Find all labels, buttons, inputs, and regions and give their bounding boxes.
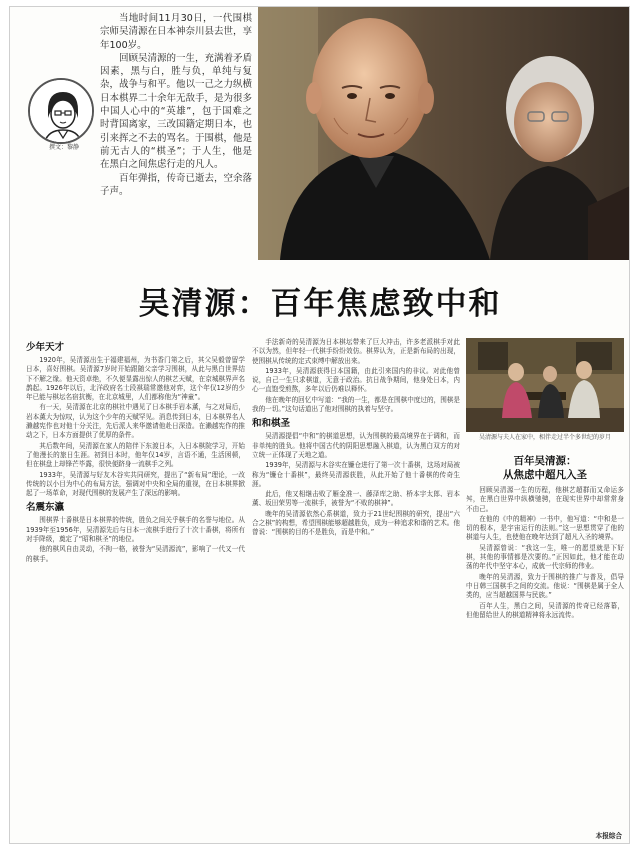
body-paragraph: 他在晚年的回忆中写道：“我的一生，都是在围棋中度过的，围棋是我的一切。”这句话道出了他对围棋的执着与坚守。 — [252, 395, 460, 414]
body-paragraph: 其后数年间，吴清源在家人的陪伴下东渡日本，入日本棋院学习，开始了他漫长的旅日生涯。初到日本时，他年仅14岁，言语不通，生活困顿，但在棋盘上却锋芒毕露，很快便跻身一流棋手之列。 — [26, 441, 245, 469]
side-title-line: 百年吴清源： — [513, 455, 577, 467]
body-paragraph: 在他的《中的精神》一书中，他写道：“中和是一切的根本，是宇宙运行的法则。”这一思想贯穿了他的棋道与人生，也使他在晚年达到了超凡入圣的境界。 — [466, 514, 624, 542]
body-paragraph: 吴清源提倡“中和”的棋道思想，认为围棋的最高境界在于调和，而非单纯的胜负。他将中国古代的阴阳思想融入棋道，认为黑白双方的对立统一正体现了天地之道。 — [252, 432, 460, 459]
section-heading: 和和棋圣 — [252, 418, 291, 430]
intro-paragraph: 回顾吴清源的一生，充满着矛盾因素，黑与白，胜与负，单纯与复杂，战争与和平。他以一己之力纵横日本棋界二十余年无敌手，是为很多中国人心中的“英雄”，包于国难之时背国离家，三改国籍定期日本，也引来挥之不去的骂名。于围棋，他是前无古人的“棋圣”；于人生，他是在黑白之间焦虑行走的凡人。 — [100, 52, 253, 171]
body-paragraph: 1939年，吴清源与木谷实在镰仓进行了第一次十番棋，这场对局被称为“镰仓十番棋”，最终吴清源获胜，从此开始了他十番棋的传奇生涯。 — [252, 461, 460, 488]
page-border — [9, 6, 630, 844]
author-credit: 本报综合 — [595, 832, 622, 840]
section-heading: 少年天才 — [26, 342, 65, 353]
body-paragraph: 有一天，吴清源在北京的棋社中遇见了日本棋手岩本薰，与之对局后，岩本薰大为惊叹，认为这个少年的天赋罕见。消息传到日本，日本棋界名人濑越宪作也对他十分关注，先后派人来华邀请他赴日深造。在濑越宪作的推动之下，日本方面提供了优厚的条件。 — [26, 403, 245, 440]
body-paragraph: 回顾吴清源一生的历程，他棋艺超群而又命运多舛，在黑白世界中纵横驰骋，在现实世界中却常常身不由己。 — [466, 486, 624, 513]
body-paragraph: 1933年，吴清源与好友木谷实共同研究，提出了“新布局”理论，一改传统的以小目为中心的布局方法，强调对中央和全局的重视，在日本棋界掀起了一场革命，对现代围棋的发展产生了深远的影响。 — [26, 470, 245, 498]
side-photo-caption: 吴清源与夫人在家中，相伴走过半个多世纪的岁月 — [478, 434, 611, 441]
body-paragraph: 手法新奇的吴清源为日本棋坛带来了巨大冲击，许多老派棋手对此不以为然，但年轻一代棋手纷纷效仿。棋界认为，正是新布局的出现，使围棋从传统的定式束缚中解放出来。 — [252, 338, 460, 365]
body-paragraph: 百年人生，黑白之间，吴清源的传奇已经落幕，但他留给世人的棋道精神将永远流传。 — [466, 601, 624, 619]
body-paragraph: 此后，他又相继击败了雁金准一、藤泽库之助、桥本宇太郎、岩本薰、坂田荣男等一流棋手，被誉为“不败的棋神”。 — [252, 490, 460, 508]
body-paragraph: 围棋界十番棋是日本棋界的传统，胜负之间关乎棋手的名誉与地位。从1939年至1956年，吴清源先后与日本一流棋手进行了十次十番棋，将所有对手降级，奠定了“昭和棋圣”的地位。 — [26, 516, 245, 544]
section-heading: 名震东瀛 — [26, 502, 65, 514]
headline: 吴清源：百年焦虑致中和 — [138, 286, 502, 322]
body-paragraph: 他的棋风自由灵动，不拘一格，被誉为“吴清源流”，影响了一代又一代的棋手。 — [26, 545, 245, 563]
avatar-caption: 撰文：黎静 — [48, 144, 79, 151]
body-paragraph: 晚年的吴清源，致力于围棋的推广与普及，倡导中日韩三国棋手之间的交流。他说：“围棋是属于全人类的，应当超越国界与民族。” — [466, 572, 624, 600]
body-paragraph: 1920年，吴清源出生于福建福州，为书香门第之后，其父吴毅曾留学日本，喜好围棋。吴清源7岁时开始跟随父亲学习围棋，从此与黑白世界结下不解之缘。他天资卓绝，不久便显露出惊人的棋艺天赋，在京城棋界声名鹊起。1926年以后，北洋政府名士段祺瑞常邀他对弈，这个年仅12岁的少年已能与棋坛名宿抗衡，在北京城里，人们都称他为“神童”。 — [26, 356, 245, 402]
intro-paragraph: 百年弹指，传奇已逝去，空余落子声。 — [100, 172, 253, 197]
body-paragraph: 1933年，吴清源获得日本国籍，由此引来国内的非议。对此他曾说，自己一生只求棋道，无意于政治。抗日战争期间，他身处日本，内心一直饱受煎熬，多年以后仍难以释怀。 — [252, 366, 460, 394]
side-title-line: 从焦虑中超凡入圣 — [503, 469, 587, 481]
body-paragraph: 晚年的吴清源依然心系棋道，致力于21世纪围棋的研究，提出“六合之棋”的构想，希望围棋能够超越胜负，成为一种追求和谐的艺术。他曾说：“围棋的目的不是胜负，而是中和。” — [252, 509, 460, 537]
body-paragraph: 吴清源曾说：“我这一生，唯一的愿望就是下好棋，其他的事情都是次要的。”正因如此，他才能在动荡的年代中坚守本心，成就一代宗师的伟业。 — [466, 543, 624, 571]
intro-paragraph: 当地时间11月30日，一代围棋宗师吴清源在日本神奈川县去世，享年100岁。 — [100, 13, 253, 51]
